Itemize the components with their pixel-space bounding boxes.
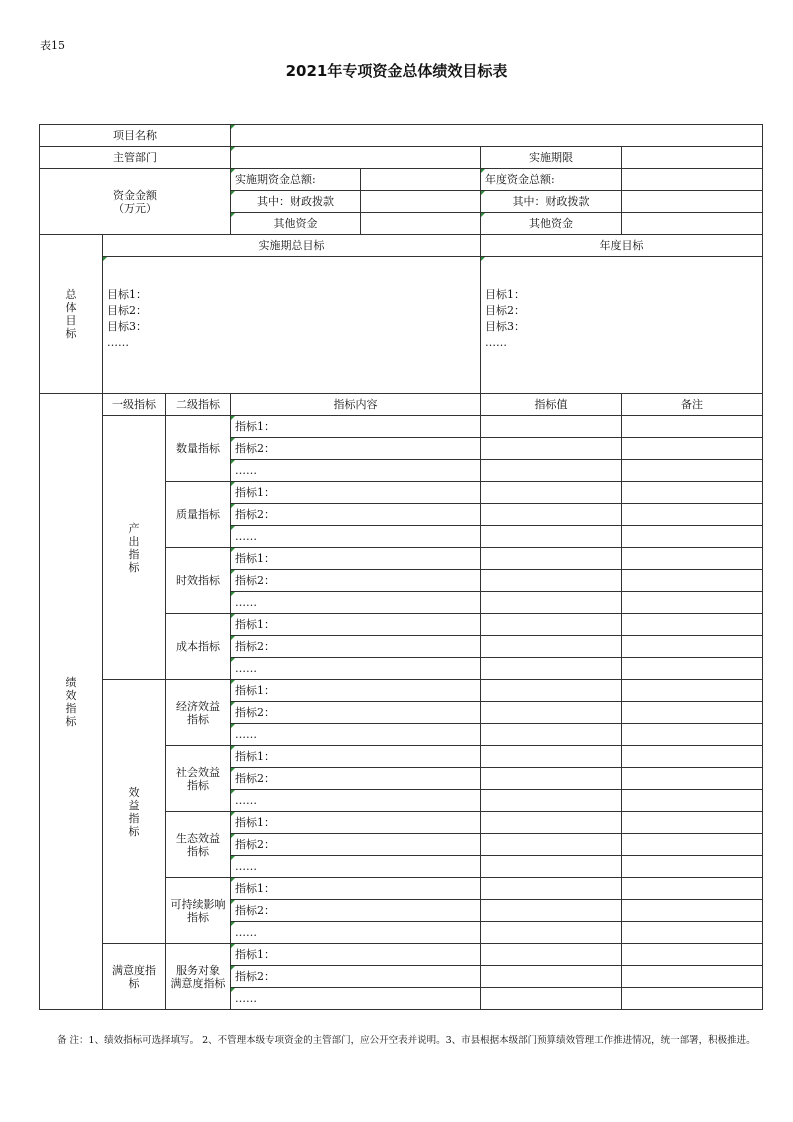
indicator-value[interactable] xyxy=(481,746,622,768)
indicator-remark[interactable] xyxy=(622,592,763,614)
indicator-item[interactable]: 指标2： xyxy=(231,966,481,988)
funds-label-text: 资金金额 xyxy=(113,188,158,202)
service-indicator-line: 满意度指标 xyxy=(170,976,226,990)
timeliness-indicator: 时效指标 xyxy=(166,548,231,614)
indicator-value[interactable] xyxy=(481,614,622,636)
indicator-value[interactable] xyxy=(481,856,622,878)
indicator-remark[interactable] xyxy=(622,460,763,482)
indicator-char: 指 xyxy=(65,701,77,715)
indicator-remark[interactable] xyxy=(622,966,763,988)
indicator-remark[interactable] xyxy=(622,812,763,834)
indicator-item[interactable]: 指标2： xyxy=(231,636,481,658)
indicator-remark[interactable] xyxy=(622,548,763,570)
indicator-item[interactable]: …… xyxy=(231,790,481,812)
quantity-indicator: 数量指标 xyxy=(166,416,231,482)
indicator-value[interactable] xyxy=(481,944,622,966)
benefit-char: 指 xyxy=(128,811,140,825)
benefit-char: 标 xyxy=(128,824,140,838)
indicator-item[interactable]: 指标2： xyxy=(231,438,481,460)
economic-indicator-line: 指标 xyxy=(187,712,210,726)
indicator-value[interactable] xyxy=(481,438,622,460)
other-left-label: 其他资金 xyxy=(231,213,361,235)
other-right-label: 其他资金 xyxy=(481,213,622,235)
cost-indicator: 成本指标 xyxy=(166,614,231,680)
funds-unit-text: （万元） xyxy=(113,201,158,215)
indicator-remark[interactable] xyxy=(622,790,763,812)
fiscal-left-label: 其中：财政拨款 xyxy=(231,191,361,213)
indicator-remark[interactable] xyxy=(622,614,763,636)
page-title: 2021年专项资金总体绩效目标表 xyxy=(285,62,508,80)
footnote: 备 注：1、绩效指标可选择填写。 2、不管理本级专项资金的主管部门，应公开空表并说明。3、市县根据本级部门预算绩效管理工作推进情况，统一部署，积极推进。 xyxy=(57,1035,756,1046)
indicator-item[interactable]: 指标1： xyxy=(231,812,481,834)
indicator-remark[interactable] xyxy=(622,856,763,878)
indicator-value[interactable] xyxy=(481,504,622,526)
economic-indicator-line: 经济效益 xyxy=(176,699,221,713)
overall-goal-char: 目 xyxy=(65,314,77,327)
indicator-item[interactable]: 指标2： xyxy=(231,504,481,526)
goal-line: 目标3： xyxy=(485,320,526,333)
col-value: 指标值 xyxy=(481,394,622,416)
indicator-value[interactable] xyxy=(481,460,622,482)
indicator-remark[interactable] xyxy=(622,878,763,900)
indicator-value[interactable] xyxy=(481,966,622,988)
indicator-value[interactable] xyxy=(481,900,622,922)
overall-goal-label xyxy=(40,235,103,394)
social-indicator-line: 社会效益 xyxy=(176,765,221,779)
ecological-indicator-line: 指标 xyxy=(187,844,210,858)
goal-line: 目标1： xyxy=(107,288,147,301)
output-char: 出 xyxy=(128,534,140,548)
indicator-value[interactable] xyxy=(481,790,622,812)
benefit-char: 效 xyxy=(128,785,140,799)
indicator-value[interactable] xyxy=(481,416,622,438)
period-total-value[interactable] xyxy=(361,169,481,191)
service-indicator-line: 服务对象 xyxy=(176,963,221,977)
benefit-indicator-label xyxy=(103,680,166,944)
performance-indicator-label xyxy=(40,394,103,1010)
indicator-remark[interactable] xyxy=(622,746,763,768)
indicator-value[interactable] xyxy=(481,548,622,570)
other-left-value[interactable] xyxy=(361,213,481,235)
indicator-char: 标 xyxy=(65,714,77,728)
indicator-value[interactable] xyxy=(481,702,622,724)
indicator-item[interactable]: 指标2： xyxy=(231,900,481,922)
indicator-item[interactable]: 指标1： xyxy=(231,614,481,636)
year-goal-content[interactable] xyxy=(481,257,763,394)
period-total-label: 实施期资金总额: xyxy=(231,169,361,191)
indicator-item[interactable]: …… xyxy=(231,856,481,878)
indicator-value[interactable] xyxy=(481,988,622,1010)
satisfaction-indicator: 满意度指标 xyxy=(103,944,166,1010)
indicator-value[interactable] xyxy=(481,768,622,790)
period-goal-header: 实施期总目标 xyxy=(103,235,481,257)
fiscal-right-value[interactable] xyxy=(622,191,763,213)
indicator-remark[interactable] xyxy=(622,570,763,592)
sustainable-indicator-line: 可持续影响 xyxy=(170,897,226,911)
col-level1: 一级指标 xyxy=(103,394,166,416)
period-goal-content[interactable] xyxy=(103,257,481,394)
indicator-remark[interactable] xyxy=(622,438,763,460)
indicator-remark[interactable] xyxy=(622,658,763,680)
social-indicator-line: 指标 xyxy=(187,778,210,792)
indicator-remark[interactable] xyxy=(622,900,763,922)
dept-label: 主管部门 xyxy=(40,147,231,169)
col-remark: 备注 xyxy=(622,394,763,416)
output-char: 指 xyxy=(128,547,140,561)
indicator-item[interactable]: 指标1： xyxy=(231,548,481,570)
indicator-remark[interactable] xyxy=(622,724,763,746)
indicator-item[interactable]: 指标1： xyxy=(231,680,481,702)
indicator-item[interactable]: 指标2： xyxy=(231,768,481,790)
year-total-value[interactable] xyxy=(622,169,763,191)
dept-value[interactable] xyxy=(231,147,481,169)
output-indicator-label xyxy=(103,416,166,680)
indicator-char: 绩 xyxy=(65,675,77,689)
overall-goal-char: 体 xyxy=(65,301,77,314)
indicator-remark[interactable] xyxy=(622,416,763,438)
indicator-remark[interactable] xyxy=(622,922,763,944)
period-value[interactable] xyxy=(622,147,763,169)
indicator-item[interactable]: 指标1： xyxy=(231,746,481,768)
indicator-value[interactable] xyxy=(481,724,622,746)
goal-line: 目标3： xyxy=(107,320,147,333)
project-name-label: 项目名称 xyxy=(40,125,231,147)
overall-goal-char: 标 xyxy=(65,327,77,340)
indicator-value[interactable] xyxy=(481,922,622,944)
indicator-item[interactable]: 指标2： xyxy=(231,834,481,856)
sustainable-indicator xyxy=(166,878,231,944)
indicator-remark[interactable] xyxy=(622,636,763,658)
indicator-remark[interactable] xyxy=(622,504,763,526)
indicator-value[interactable] xyxy=(481,658,622,680)
goal-line: 目标2： xyxy=(107,304,147,317)
output-char: 标 xyxy=(128,560,140,574)
year-goal-header: 年度目标 xyxy=(481,235,763,257)
indicator-remark[interactable] xyxy=(622,526,763,548)
indicator-item[interactable]: …… xyxy=(231,460,481,482)
service-satisfaction-indicator xyxy=(166,944,231,1010)
benefit-char: 益 xyxy=(128,798,140,812)
performance-goal-table xyxy=(39,124,763,1010)
indicator-item[interactable]: …… xyxy=(231,526,481,548)
goal-line: …… xyxy=(485,336,508,349)
indicator-remark[interactable] xyxy=(622,680,763,702)
indicator-remark[interactable] xyxy=(622,944,763,966)
col-content: 指标内容 xyxy=(231,394,481,416)
indicator-value[interactable] xyxy=(481,570,622,592)
indicator-remark[interactable] xyxy=(622,482,763,504)
project-name-value[interactable] xyxy=(231,125,763,147)
indicator-item[interactable]: 指标2： xyxy=(231,570,481,592)
indicator-item[interactable]: 指标1： xyxy=(231,416,481,438)
indicator-item[interactable]: …… xyxy=(231,922,481,944)
indicator-item[interactable]: …… xyxy=(231,658,481,680)
indicator-value[interactable] xyxy=(481,834,622,856)
year-total-label: 年度资金总额: xyxy=(481,169,622,191)
output-char: 产 xyxy=(128,521,140,535)
indicator-value[interactable] xyxy=(481,812,622,834)
economic-indicator xyxy=(166,680,231,746)
indicator-value[interactable] xyxy=(481,878,622,900)
indicator-item[interactable]: …… xyxy=(231,988,481,1010)
other-right-value[interactable] xyxy=(622,213,763,235)
indicator-value[interactable] xyxy=(481,680,622,702)
goal-line: …… xyxy=(107,336,129,349)
indicator-item[interactable]: 指标1： xyxy=(231,482,481,504)
funds-label xyxy=(40,169,231,235)
sustainable-indicator-line: 指标 xyxy=(187,910,210,924)
period-label: 实施期限 xyxy=(481,147,622,169)
indicator-remark[interactable] xyxy=(622,988,763,1010)
indicator-item[interactable]: 指标1： xyxy=(231,944,481,966)
indicator-item[interactable]: 指标1： xyxy=(231,878,481,900)
social-indicator xyxy=(166,746,231,812)
indicator-value[interactable] xyxy=(481,526,622,548)
quality-indicator: 质量指标 xyxy=(166,482,231,548)
indicator-remark[interactable] xyxy=(622,834,763,856)
ecological-indicator xyxy=(166,812,231,878)
indicator-item[interactable]: …… xyxy=(231,592,481,614)
indicator-item[interactable]: …… xyxy=(231,724,481,746)
overall-goal-char: 总 xyxy=(65,288,77,301)
indicator-value[interactable] xyxy=(481,482,622,504)
goal-line: 目标1： xyxy=(485,288,526,301)
indicator-remark[interactable] xyxy=(622,702,763,724)
indicator-value[interactable] xyxy=(481,636,622,658)
col-level2: 二级指标 xyxy=(166,394,231,416)
indicator-value[interactable] xyxy=(481,592,622,614)
fiscal-right-label: 其中：财政拨款 xyxy=(481,191,622,213)
goal-line: 目标2： xyxy=(485,304,526,317)
ecological-indicator-line: 生态效益 xyxy=(176,831,221,845)
fiscal-left-value[interactable] xyxy=(361,191,481,213)
indicator-remark[interactable] xyxy=(622,768,763,790)
indicator-item[interactable]: 指标2： xyxy=(231,702,481,724)
table-number: 表15 xyxy=(40,39,65,52)
indicator-char: 效 xyxy=(65,688,77,702)
